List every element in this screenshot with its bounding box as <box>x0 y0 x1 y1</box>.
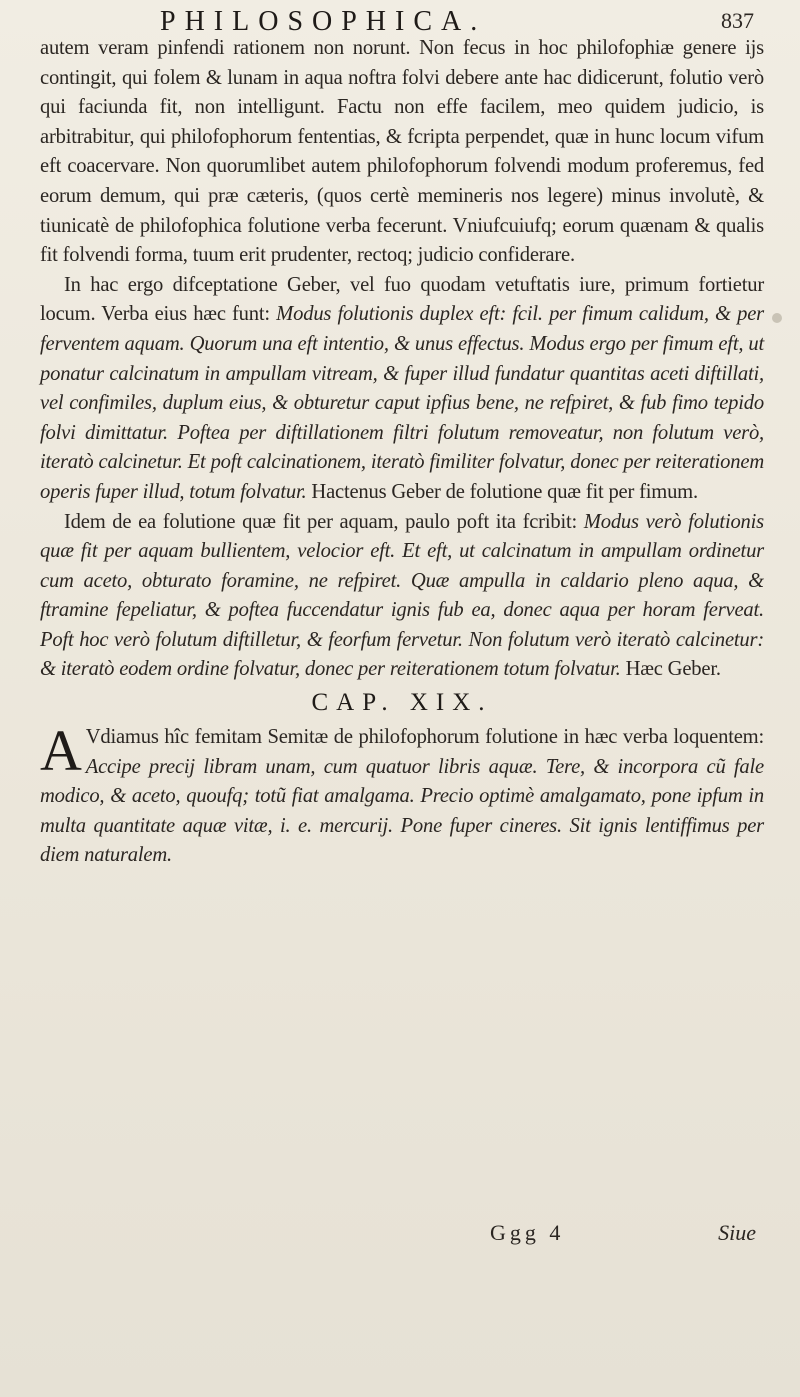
signature-mark: Ggg 4 <box>490 1220 565 1245</box>
page-number: 837 <box>721 8 754 33</box>
paragraph-4 <box>40 718 764 871</box>
body-text: Hæc Geber. <box>620 658 721 681</box>
italic-quotation: Accipe precij libram unam, cum quatuor libris aquæ. Tere, & incorpora cũ fale modico, & aceto, quoufq; totũ fiat amalgama. Precio optimè amalgamato, pone ipfum in multa quantitate aquæ vitæ, i. e. mercurij. Pone fuper cineres. Sit ignis lentiffimus per diem naturalem. <box>40 755 764 867</box>
body-text: Vdiamus hîc femitam Semitæ de philofophorum folutione in hæc verba loquentem: <box>85 726 764 749</box>
italic-quotation: Modus folutionis duplex eft: fcil. per fimum calidum, & per ferventem aquam. Quorum una eft intentio, & unus effectus. Modus ergo per fimum eft, ut ponatur calcinatum in ampullam vitream, & fuper illud fundatur quantitas aceti diftillati, vel confimiles, duplum eius, & obturetur caput ipfius bene, ne refpiret, & fub fimo tepido folvi dimittatur. Poftea per diftillationem filtri folutum removeatur, non folutum verò, iteratò calcinetur. Et poft calcinationem, iteratò fimiliter folvatur, donec per reiterationem operis fuper illud, totum folvatur. <box>40 303 764 503</box>
body-text: Idem de ea folutione quæ fit per aquam, paulo poft ita fcribit: <box>64 510 584 533</box>
signature-line <box>40 1220 764 1252</box>
catchword: Siue <box>718 1220 756 1245</box>
text-block <box>40 34 764 871</box>
ink-spot <box>772 313 782 323</box>
paragraph-2 <box>40 271 764 508</box>
chapter-heading: CAP. XIX. <box>311 689 493 717</box>
body-text: In hac ergo difceptatione Geber, vel fuo quodam vetuftatis iure, primum fortietur locum. Verba eius hæc funt: <box>40 273 764 326</box>
running-title: PHILOSOPHICA. <box>160 6 487 37</box>
body-text: Hactenus Geber de folutione quæ fit per fimum. <box>306 480 698 503</box>
paragraph-1 <box>40 34 764 271</box>
drop-cap: A <box>40 718 82 784</box>
running-head <box>40 4 764 37</box>
italic-quotation: Modus verò folutionis quæ fit per aquam bullientem, velocior eft. Et eft, ut calcinatum in ampullam ordinetur cum aceto, obturato foramine, ne refpiret. Quæ ampulla in caldario pleno aqua, & ftramine fepeliatur, & poftea fuccendatur ignis fub ea, donec aqua per horam ferveat. Poft hoc verò folutum diftilletur, & feorfum fervetur. Non folutum verò iteratò calcinetur: & iteratò eodem ordine folvatur, donec per reiterationem totum folvatur. <box>40 510 764 681</box>
body-text: autem veram pinfendi rationem non norunt. Non fecus in hoc philofophiæ genere ijs contingit, qui folem & lunam in aqua noftra folvi debere ante hac didicerunt, folutio verò qui faciunda fit, non intelligunt. Factu non effe facilem, meo quidem judicio, is arbitrabitur, qui philofophorum fententias, & fcripta perpendet, quæ in hunc locum vifum eft coacervare. Non quorumlibet autem philofophorum folvendi modum proferemus, fed eorum demum, qui præ cæteris, (quos certè memineris nos legere) minus involutè, & tiunicatè de philofophica folutione verba fecerunt. Vniufcuiufq; eorum quænam & qualis fit folvendi forma, tuum erit prudenter, rectoq; judicio confiderare. <box>40 37 764 267</box>
paragraph-3 <box>40 508 764 686</box>
